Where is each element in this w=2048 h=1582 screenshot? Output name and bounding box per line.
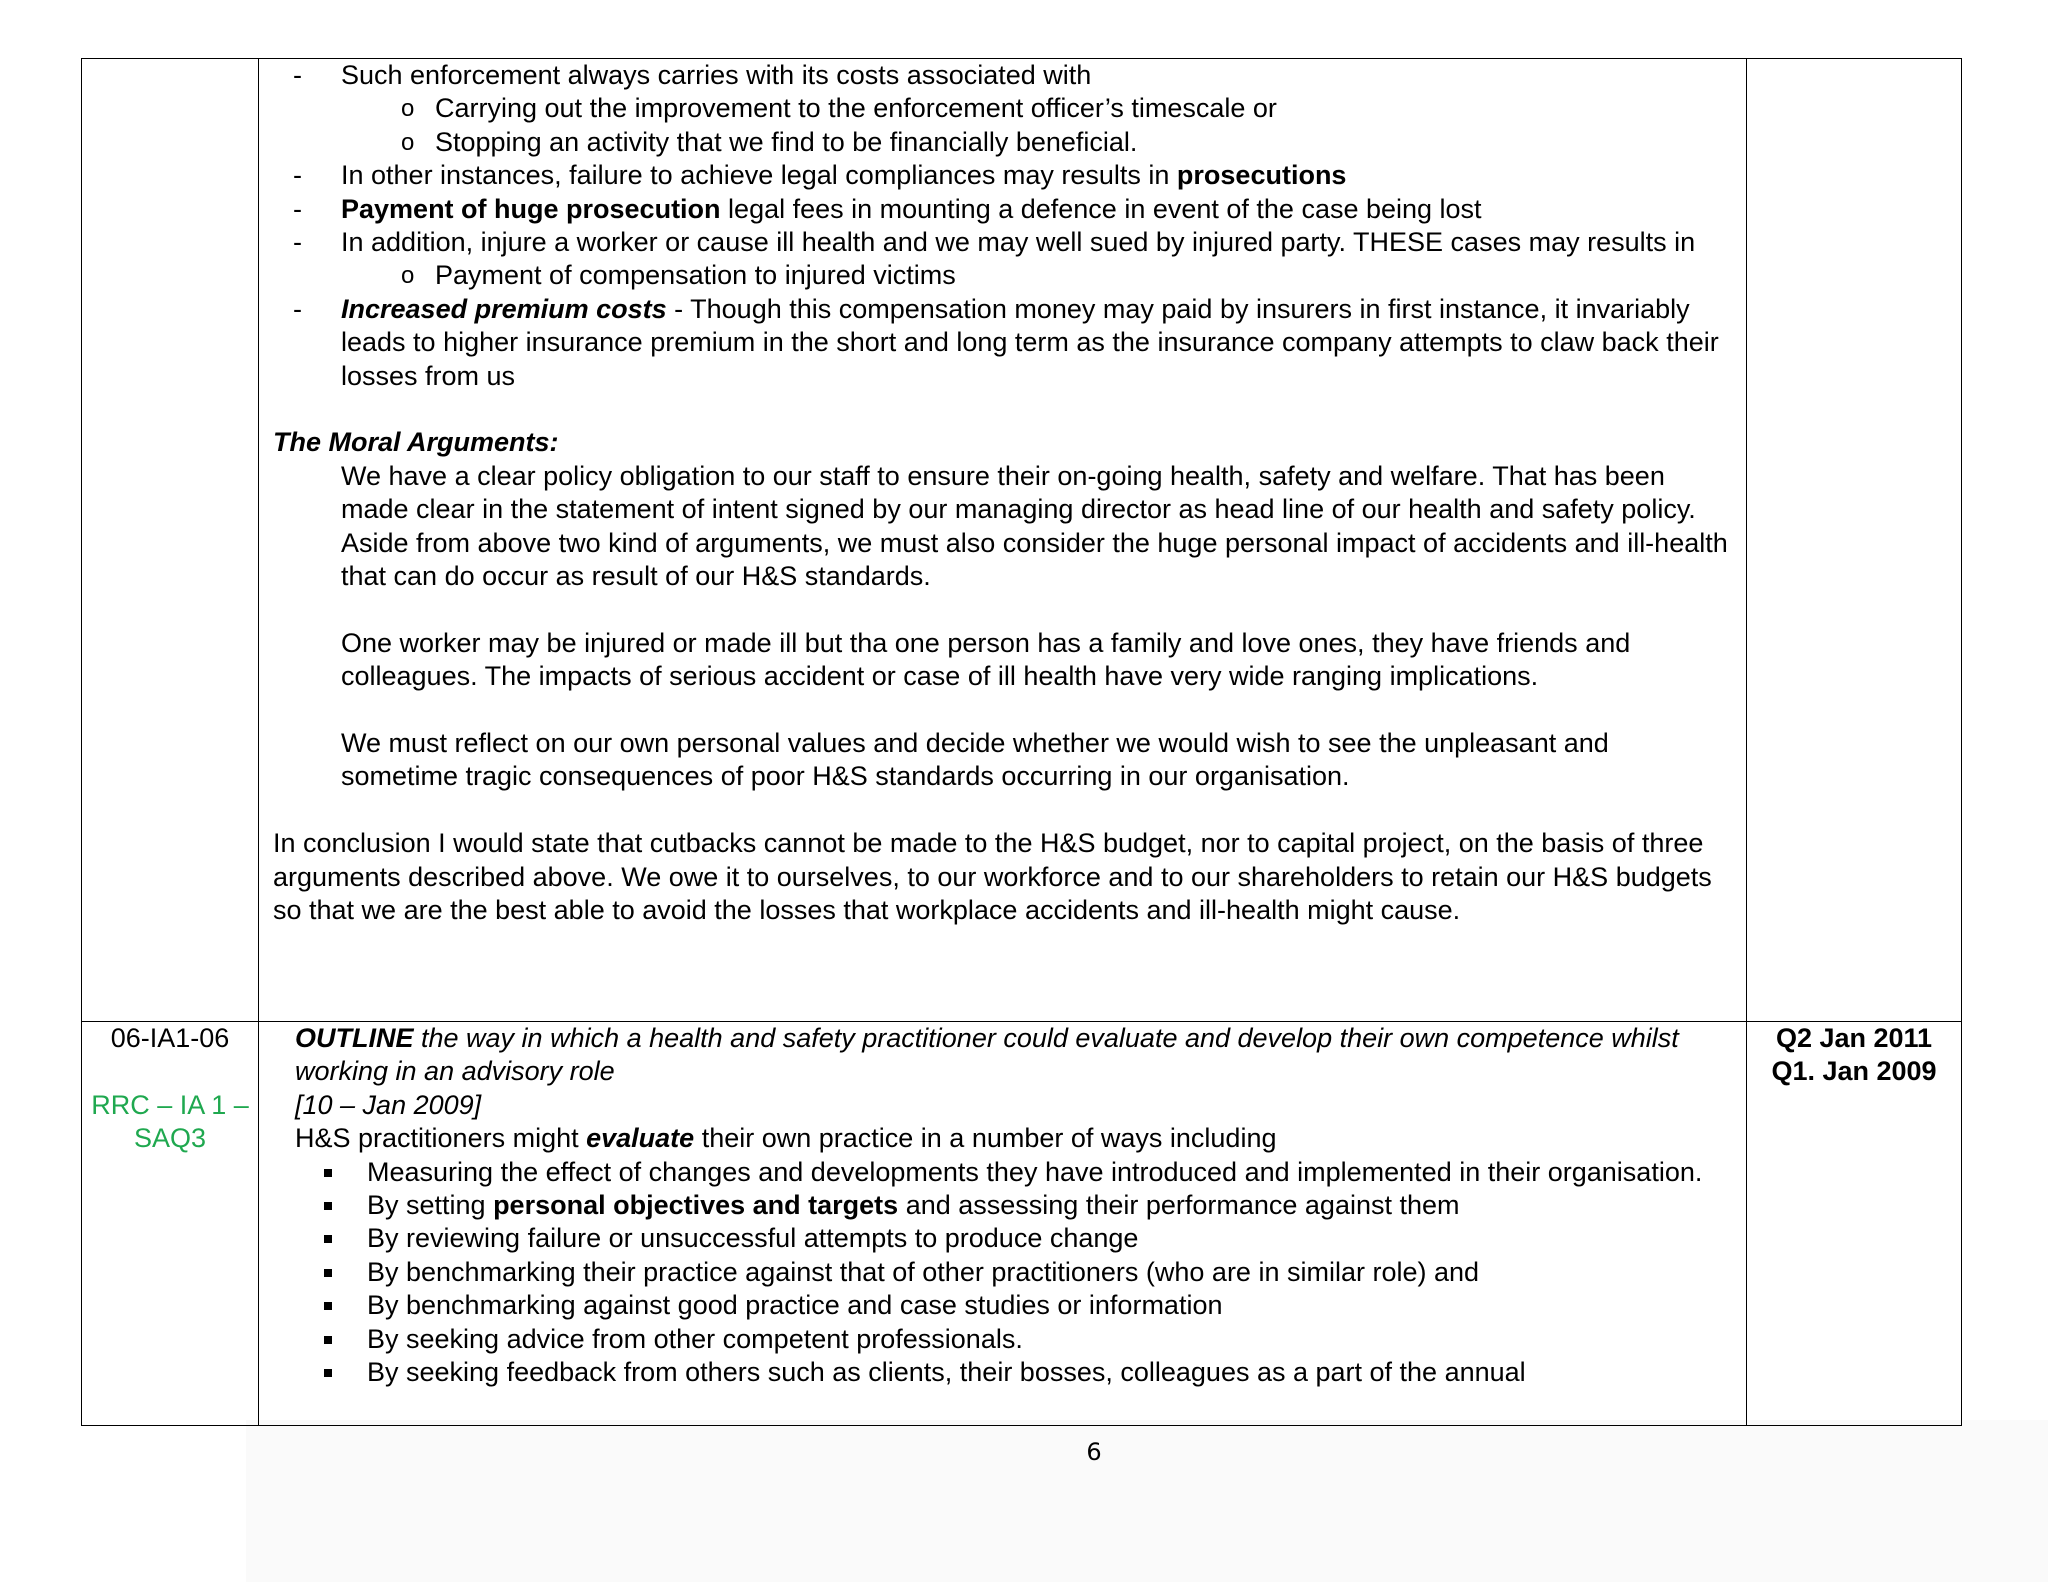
list-item: By seeking advice from other competent professionals.	[295, 1323, 1732, 1356]
answer-intro: H&S practitioners might evaluate their own practice in a number of ways including	[295, 1123, 1277, 1154]
answer-content	[259, 1022, 1746, 1389]
notes-table	[81, 58, 1962, 1426]
syllabus-ref: RRC – IA 1 – SAQ3	[91, 1089, 249, 1154]
list-item	[273, 59, 1732, 92]
list-item-text: Stopping an activity that we find to be financially beneficial.	[435, 126, 1138, 157]
list-item	[273, 92, 1732, 125]
list-item: By benchmarking against good practice and case studies or information	[295, 1289, 1732, 1322]
list-item: Measuring the effect of changes and developments they have introduced and implemented in their organisation.	[295, 1156, 1732, 1189]
list-item-emphasis: prosecutions	[1176, 160, 1347, 191]
table-row	[82, 1022, 1962, 1426]
page-number: 6	[1086, 1438, 1102, 1466]
list-item-text: - Though this compensation money may paid by insurers in first instance, it invariably leads to higher insurance premium in the short and long term as the insurance company attempts to claw back their losses from us	[341, 293, 1719, 391]
list-item-text: In other instances, failure to achieve legal compliances may results in	[341, 160, 1177, 191]
question-id: 06-IA1-06	[110, 1023, 230, 1053]
list-item: By setting personal objectives and targets and assessing their performance against them	[295, 1189, 1732, 1222]
list-item	[273, 126, 1732, 159]
conclusion-paragraph: In conclusion I would state that cutbacks cannot be made to the H&S budget, nor to capital project, on the basis of three arguments described above. We owe it to ourselves, to our workforce and to our shareholders to retain our H&S budgets so that we are the best able to avoid the losses that workplace accidents and ill-health might cause.	[273, 828, 1712, 926]
moral-heading: The Moral Arguments:	[273, 427, 559, 458]
list-item-text: In addition, injure a worker or cause ill health and we may well sued by injured party. THESE cases may results in	[341, 227, 1696, 258]
list-item	[273, 293, 1732, 393]
list-item: By benchmarking their practice against that of other practitioners (who are in similar role) and	[295, 1256, 1732, 1289]
list-item-text: legal fees in mounting a defence in event of the case being lost	[720, 193, 1482, 224]
moral-paragraph: One worker may be injured or made ill but tha one person has a family and love ones, they have friends and colleagues. The impacts of serious accident or case of ill health have very wide ranging implications.	[341, 627, 1631, 692]
refs-cell-empty	[1747, 59, 1962, 1022]
list-item: By seeking feedback from others such as clients, their bosses, colleagues as a part of the annual	[295, 1356, 1732, 1389]
moral-paragraph: We must reflect on our own personal values and decide whether we would wish to see the unpleasant and sometime tragic consequences of poor H&S standards occurring in our organisation.	[341, 728, 1609, 792]
question-id-cell	[82, 1022, 259, 1426]
answer-content	[259, 59, 1746, 928]
exam-ref: Q2 Jan 2011	[1775, 1023, 1933, 1053]
list-item-emphasis: Payment of huge prosecution	[341, 193, 721, 224]
list-item	[273, 226, 1732, 259]
list-item-text: Payment of compensation to injured victims	[435, 260, 956, 291]
list-item	[273, 159, 1732, 192]
question-text: OUTLINE the way in which a health and safety practitioner could evaluate and develop their own competence whilst working in an advisory role	[295, 1023, 1679, 1087]
exam-ref: Q1. Jan 2009	[1771, 1056, 1937, 1087]
answer-cell	[259, 1022, 1747, 1426]
list-item-text: Carrying out the improvement to the enforcement officer’s timescale or	[435, 93, 1277, 124]
moral-paragraph: We have a clear policy obligation to our staff to ensure their on-going health, safety and welfare. That has been made clear in the statement of intent signed by our managing director as head line of our health and safety policy. Aside from above two kind of arguments, we must also consider the huge personal impact of accidents and ill-health that can do occur as result of our H&S standards.	[341, 460, 1728, 592]
id-cell-empty	[82, 59, 259, 1022]
list-item	[273, 259, 1732, 292]
table-row	[82, 59, 1962, 1022]
list-item: By reviewing failure or unsuccessful attempts to produce change	[295, 1222, 1732, 1255]
exam-refs-cell	[1747, 1022, 1962, 1426]
question-marks: [10 – Jan 2009]	[295, 1089, 482, 1120]
answer-cell	[259, 59, 1747, 1022]
list-item-emphasis: Increased premium costs	[341, 293, 667, 324]
list-item-text: Such enforcement always carries with its costs associated with	[341, 60, 1092, 90]
list-item	[273, 193, 1732, 226]
